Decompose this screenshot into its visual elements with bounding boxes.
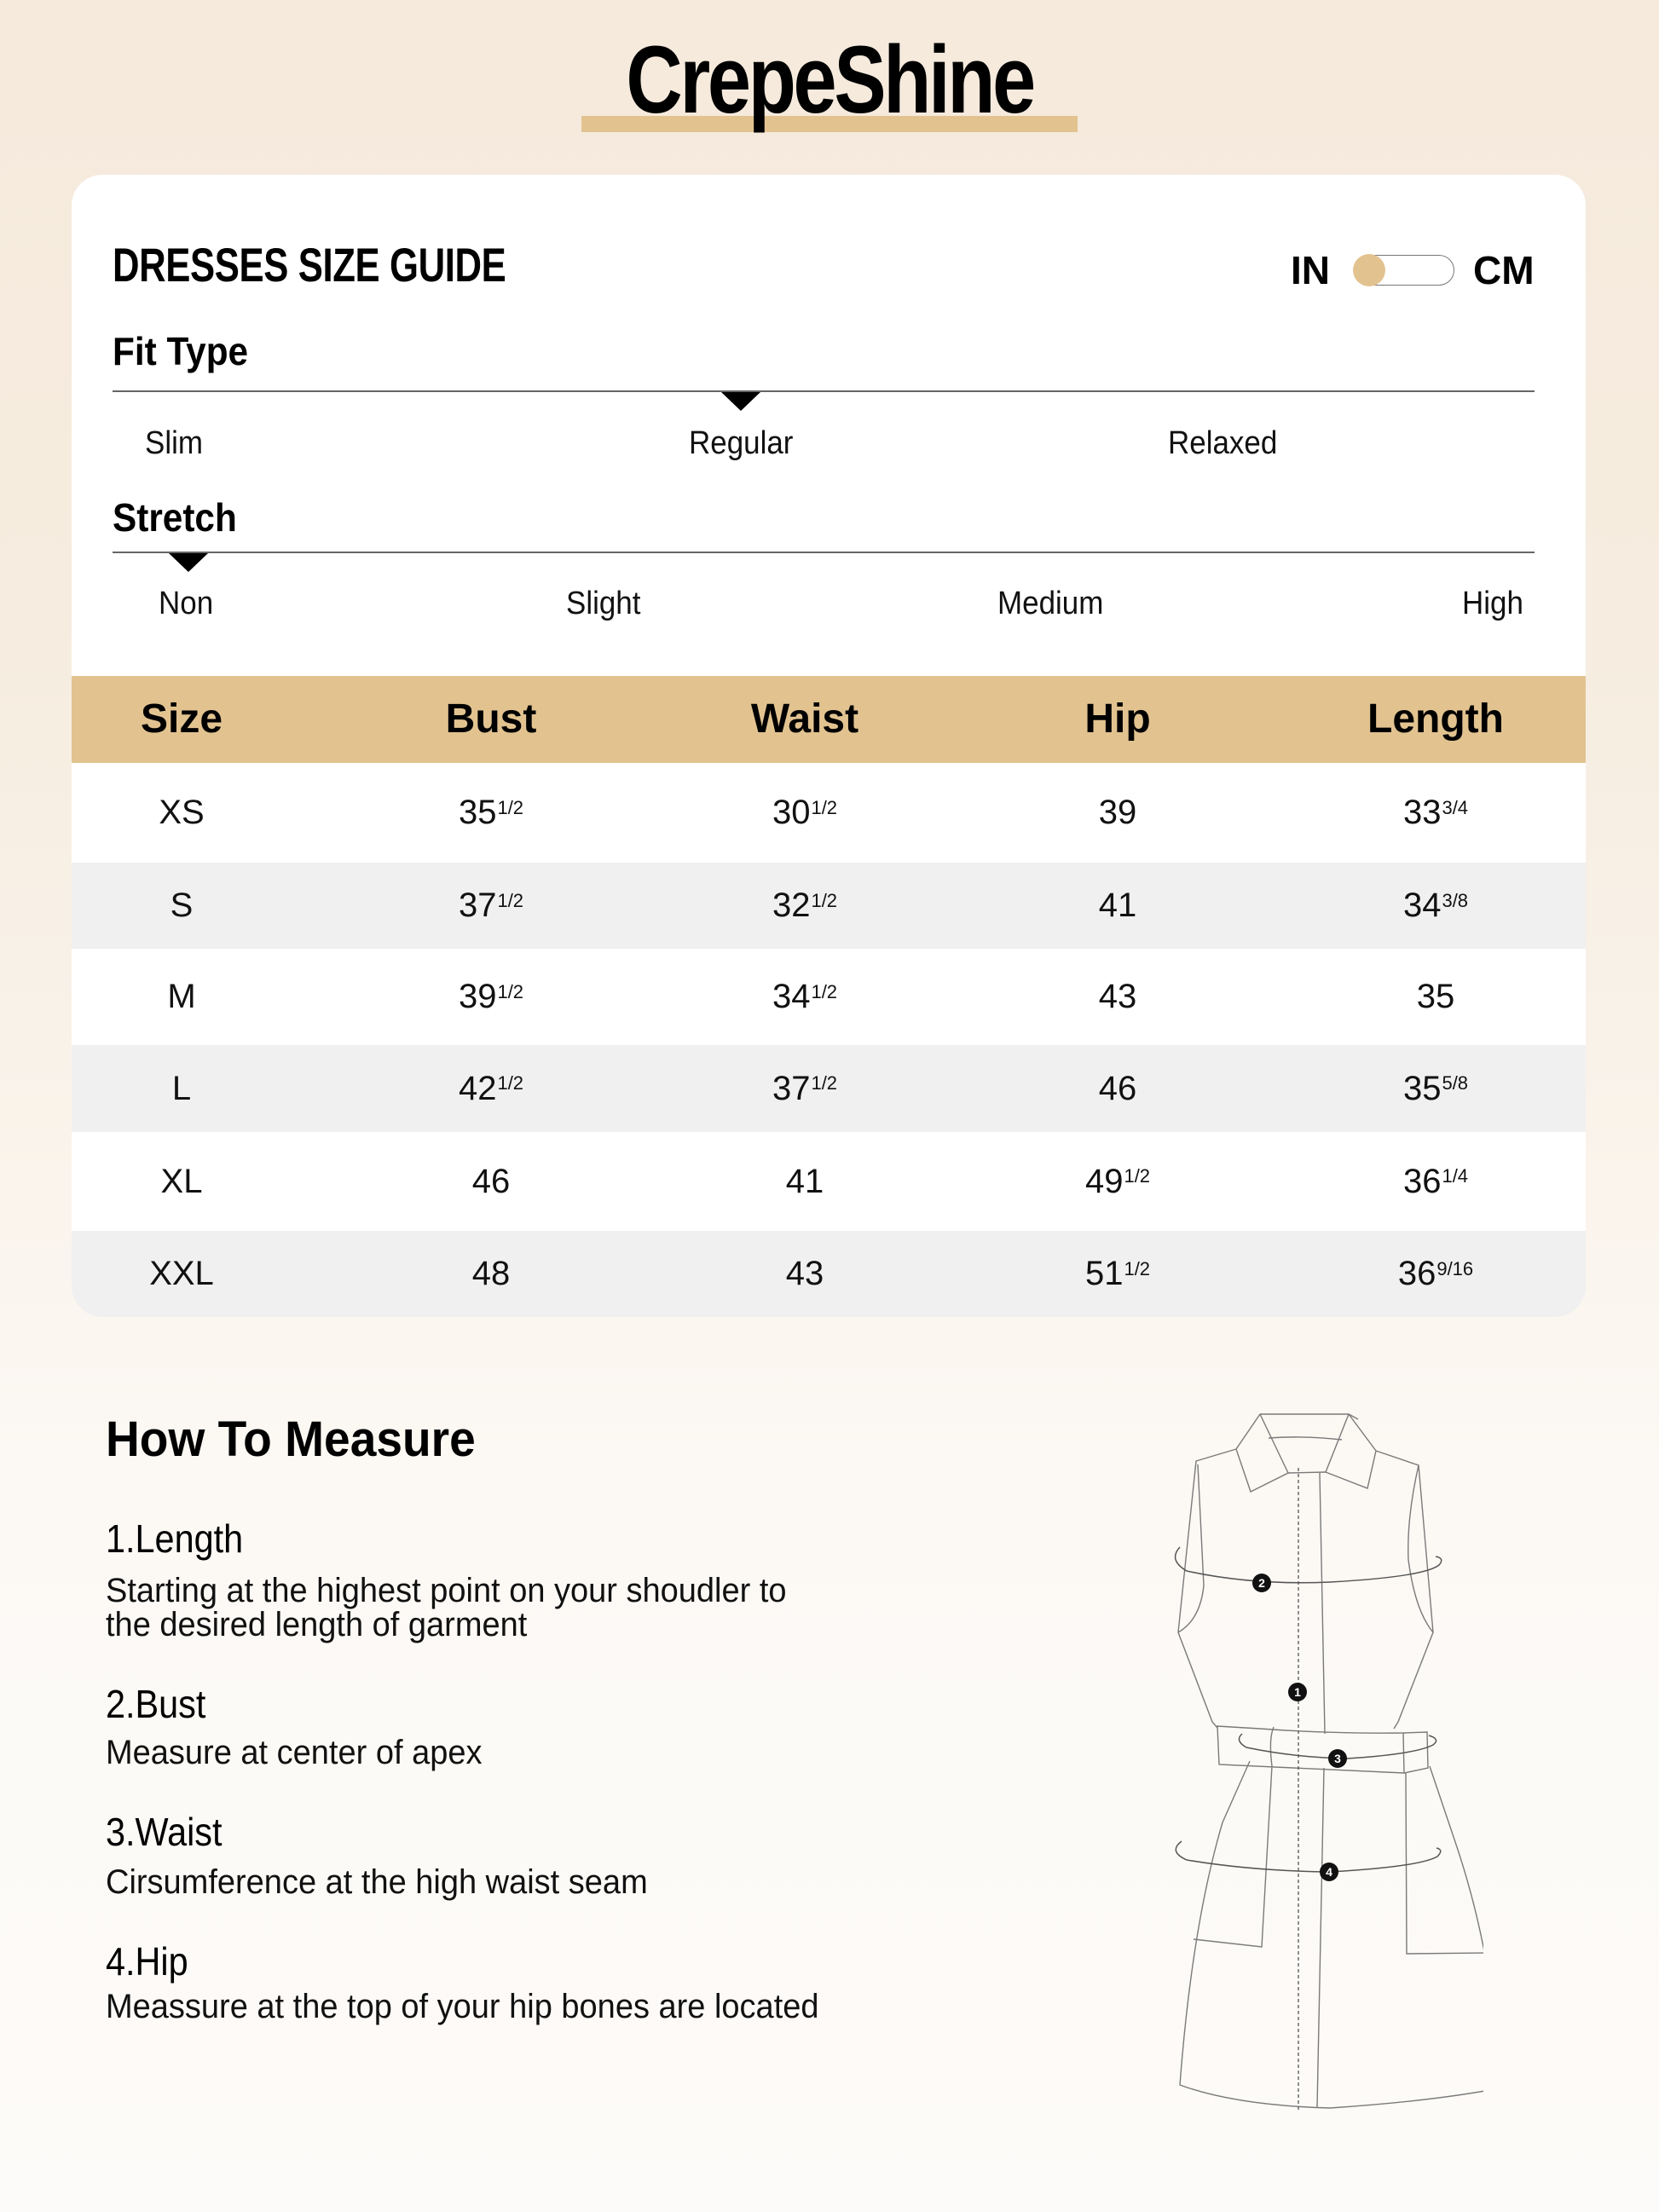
table-row-xl: [72, 1132, 1586, 1231]
cell-whole-value: 39: [458, 978, 497, 1015]
column-header-length: Length: [1367, 696, 1504, 742]
cell-bust: [363, 1231, 619, 1317]
cell-fraction-value: 9/16: [1436, 1257, 1474, 1279]
cell-fraction-value: 1/2: [811, 980, 838, 1002]
fit-type-scale-line: [113, 390, 1535, 392]
cell-size: [72, 1231, 309, 1317]
column-header-hip: Hip: [1084, 696, 1151, 742]
cell-whole-value: 41: [1098, 887, 1137, 924]
column-header-bust: Bust: [445, 696, 537, 742]
cell-bust: [363, 1045, 619, 1132]
cell-whole-value: 34: [772, 978, 811, 1015]
fit-type-option-regular: Regular: [689, 425, 794, 461]
stretch-option-slight: Slight: [566, 586, 641, 621]
step-description-bust: Measure at center of apex: [106, 1734, 483, 1771]
cell-whole-value: 35: [1416, 978, 1455, 1015]
cell-whole-value: 32: [772, 887, 811, 924]
measure-rings: [1176, 1547, 1442, 1872]
cell-fraction-value: 1/4: [1442, 1165, 1469, 1187]
cell-whole-value: 46: [471, 1162, 511, 1200]
cell-fraction-value: 3/4: [1442, 796, 1469, 818]
cell-whole-value: 30: [772, 794, 811, 831]
cell-waist: [677, 763, 933, 863]
cell-whole-value: 39: [1098, 794, 1137, 831]
size-guide-card: [72, 175, 1586, 1317]
step-heading-length: 1.Length: [106, 1516, 244, 1561]
step-heading-waist: 3.Waist: [106, 1810, 223, 1854]
how-to-measure-title: How To Measure: [106, 1412, 476, 1467]
cell-waist: [677, 949, 933, 1045]
cell-whole-value: 35: [1402, 1069, 1442, 1107]
cell-fraction-value: 1/2: [811, 889, 838, 911]
marker-4: [1320, 1863, 1338, 1881]
svg-text:2: 2: [1258, 1576, 1265, 1590]
cell-hip: [990, 1231, 1246, 1317]
cell-length: [1308, 1231, 1564, 1317]
cell-whole-value: 43: [785, 1255, 824, 1292]
column-header-size: Size: [140, 696, 223, 742]
svg-text:1: 1: [1294, 1685, 1301, 1699]
cell-hip: [990, 763, 1246, 863]
cell-size: [72, 1045, 309, 1132]
brand-header: [0, 26, 1659, 133]
cell-size-value: XL: [160, 1162, 203, 1200]
table-row-xxl: [72, 1231, 1586, 1317]
cell-fraction-value: 1/2: [1124, 1165, 1151, 1187]
marker-1: [1288, 1683, 1307, 1701]
cell-size: [72, 863, 309, 949]
cell-fraction-value: 1/2: [1124, 1257, 1151, 1279]
cell-waist: [677, 863, 933, 949]
cell-waist: [677, 1132, 933, 1231]
cell-whole-value: 36: [1397, 1255, 1436, 1292]
stretch-scale-line: [113, 552, 1535, 553]
marker-2: [1252, 1574, 1271, 1592]
table-row-m: [72, 949, 1586, 1045]
cell-hip: [990, 863, 1246, 949]
cell-size-value: S: [170, 887, 194, 924]
stretch-pointer-icon: [169, 553, 208, 572]
cell-size: [72, 949, 309, 1045]
stretch-option-medium: Medium: [997, 586, 1104, 621]
cell-whole-value: 42: [458, 1069, 497, 1107]
cell-fraction-value: 1/2: [811, 796, 838, 818]
unit-toggle[interactable]: [1291, 248, 1535, 292]
cell-length: [1308, 1132, 1564, 1231]
cell-hip: [990, 1045, 1246, 1132]
stretch-label: Stretch: [113, 495, 237, 540]
step-description-hip: Meassure at the top of your hip bones are located: [106, 1988, 819, 2025]
svg-text:3: 3: [1334, 1752, 1341, 1765]
brand-name: CrepeShine: [626, 26, 1033, 133]
fit-type-label: Fit Type: [113, 329, 249, 373]
fit-type-option-relaxed: Relaxed: [1168, 425, 1278, 461]
stretch-option-non: Non: [159, 586, 214, 621]
cell-whole-value: 33: [1402, 794, 1442, 831]
cell-size-value: M: [167, 978, 196, 1015]
cell-fraction-value: 1/2: [497, 889, 524, 911]
table-header: [72, 676, 1586, 763]
cell-size: [72, 1132, 309, 1231]
dress-measurement-diagram: [1142, 1398, 1483, 2182]
table-row-l: [72, 1045, 1586, 1132]
cell-bust: [363, 863, 619, 949]
cell-whole-value: 49: [1084, 1162, 1124, 1200]
fit-type-option-slim: Slim: [145, 425, 203, 461]
unit-switch[interactable]: [1354, 255, 1454, 286]
step-heading-hip: 4.Hip: [106, 1939, 188, 1984]
stretch-option-high: High: [1462, 586, 1523, 621]
cell-fraction-value: 1/2: [497, 980, 524, 1002]
cell-whole-value: 34: [1402, 887, 1442, 924]
cell-whole-value: 51: [1084, 1255, 1124, 1292]
cell-whole-value: 41: [785, 1162, 824, 1200]
cell-hip: [990, 1132, 1246, 1231]
bust-measure-ring: [1176, 1547, 1442, 1583]
switch-knob[interactable]: [1353, 254, 1385, 286]
step-heading-bust: 2.Bust: [106, 1682, 206, 1726]
table-row-xs: [72, 763, 1586, 863]
marker-3: [1328, 1749, 1347, 1768]
cell-bust: [363, 949, 619, 1045]
cell-waist: [677, 1231, 933, 1317]
step-description-waist: Cirsumference at the high waist seam: [106, 1863, 648, 1901]
cell-length: [1308, 949, 1564, 1045]
cell-length: [1308, 763, 1564, 863]
step-description-length-line1: Starting at the highest point on your shoudler to: [106, 1572, 787, 1609]
cell-bust: [363, 1132, 619, 1231]
size-guide-title: DRESSES SIZE GUIDE: [113, 238, 506, 292]
unit-label-in[interactable]: IN: [1291, 248, 1330, 292]
cell-whole-value: 35: [458, 794, 497, 831]
cell-bust: [363, 763, 619, 863]
cell-length: [1308, 1045, 1564, 1132]
fit-type-pointer-icon: [721, 392, 760, 411]
unit-label-cm[interactable]: CM: [1473, 248, 1535, 292]
svg-text:4: 4: [1326, 1865, 1332, 1879]
cell-fraction-value: 3/8: [1442, 889, 1469, 911]
cell-size-value: L: [171, 1069, 192, 1107]
cell-fraction-value: 1/2: [497, 1072, 524, 1094]
table-row-s: [72, 863, 1586, 949]
cell-size: [72, 763, 309, 863]
step-description-length-line2: the desired length of garment: [106, 1606, 528, 1643]
cell-whole-value: 36: [1402, 1162, 1442, 1200]
cell-fraction-value: 1/2: [497, 796, 524, 818]
cell-fraction-value: 5/8: [1442, 1072, 1469, 1094]
cell-whole-value: 37: [772, 1069, 811, 1107]
brand-logo: [581, 26, 1078, 133]
cell-waist: [677, 1045, 933, 1132]
cell-hip: [990, 949, 1246, 1045]
cell-whole-value: 48: [471, 1255, 511, 1292]
column-header-waist: Waist: [750, 696, 859, 742]
cell-size-value: XS: [159, 794, 205, 831]
cell-fraction-value: 1/2: [811, 1072, 838, 1094]
size-table: [72, 676, 1586, 1317]
cell-whole-value: 43: [1098, 978, 1137, 1015]
cell-whole-value: 37: [458, 887, 497, 924]
table-body: [72, 763, 1586, 1317]
cell-whole-value: 46: [1098, 1069, 1137, 1107]
cell-length: [1308, 863, 1564, 949]
cell-size-value: XXL: [149, 1255, 214, 1292]
